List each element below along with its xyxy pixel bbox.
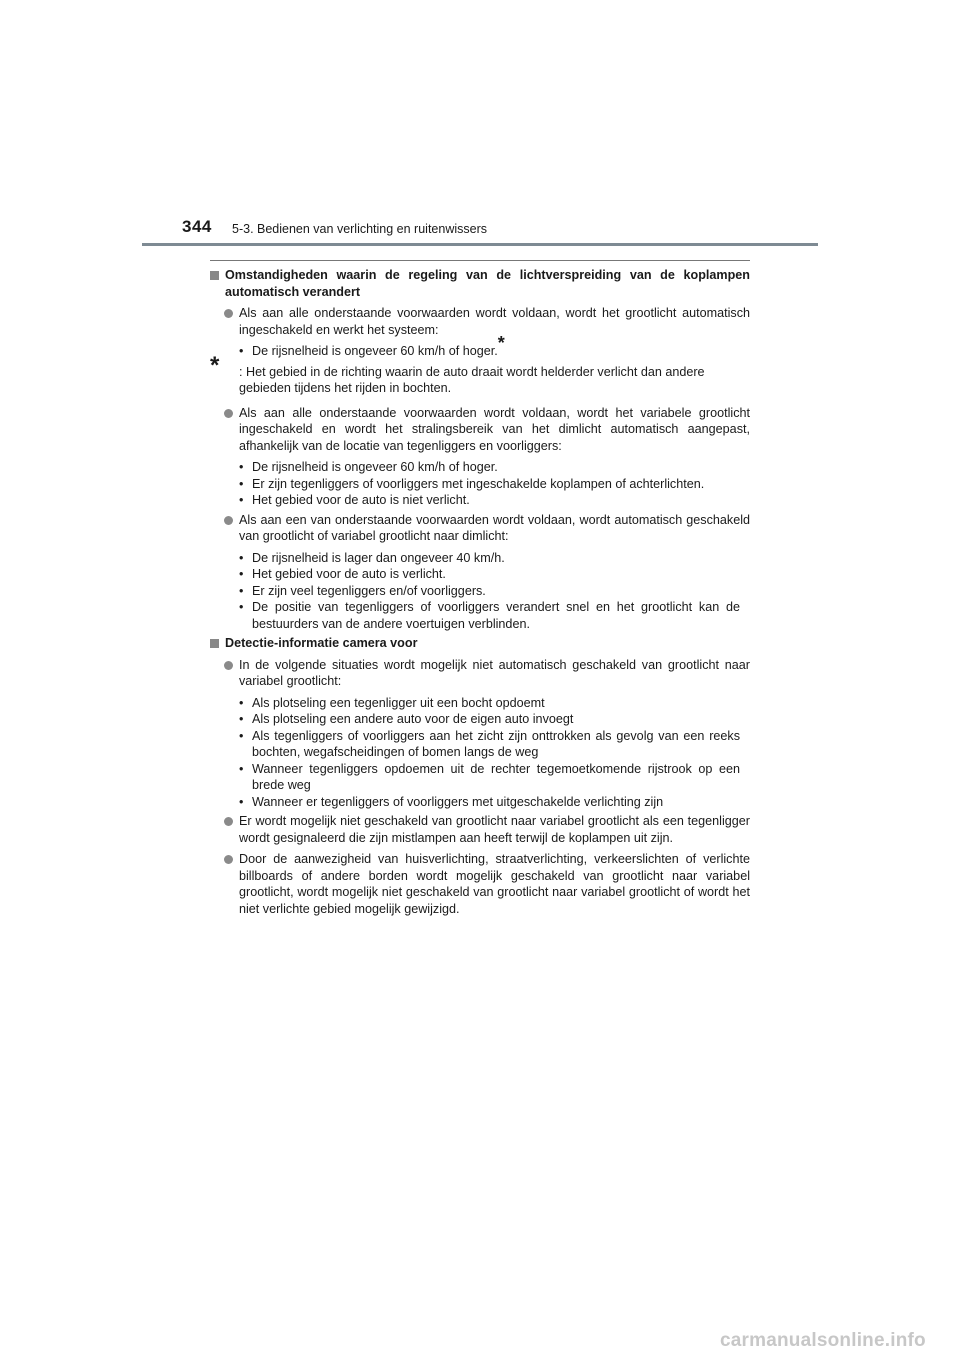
section-rule	[210, 260, 750, 261]
footnote-star: *	[210, 351, 220, 379]
bullet-list	[210, 695, 750, 811]
list-item	[210, 512, 750, 545]
bullet-item: • De rijsnelheid is ongeveer 60 km/h of hoger.	[210, 459, 750, 476]
bullet-text: De rijsnelheid is ongeveer 60 km/h of hoger.	[252, 344, 498, 358]
footnote-marker: *	[497, 333, 505, 353]
list-item	[210, 405, 750, 455]
footnote-text: : Het gebied in de richting waarin de auto draait wordt helderder verlicht dan andere gebieden tijdens het rijden in bochten.	[239, 364, 705, 395]
bullet-item: • Er zijn veel tegenliggers en/of voorliggers.	[210, 583, 750, 600]
item-text: Er wordt mogelijk niet geschakeld van grootlicht naar variabel grootlicht als een tegenligger wordt gesignaleerd die zijn mistlampen aan heeft terwijl de koplampen uit zijn.	[239, 814, 750, 845]
page-number: 344	[182, 217, 212, 236]
bullet-item: • Het gebied voor de auto is verlicht.	[210, 566, 750, 583]
bullet-item: • De rijsnelheid is lager dan ongeveer 40 km/h.	[210, 550, 750, 567]
bullet-list	[210, 550, 750, 633]
section-heading: Detectie-informatie camera voor	[210, 635, 750, 652]
header-rule	[142, 243, 818, 246]
bullet-item: • De positie van tegenliggers of voorliggers verandert snel en het grootlicht kan de bestuurders van de andere voertuigen verblinden.	[210, 599, 750, 632]
watermark: carmanualsonline.info	[720, 1330, 926, 1351]
item-text: Als aan alle onderstaande voorwaarden wordt voldaan, wordt het grootlicht automatisch ingeschakeld en werkt het systeem:	[239, 306, 750, 337]
bullet-item: • Het gebied voor de auto is niet verlicht.	[210, 492, 750, 509]
section-heading: Omstandigheden waarin de regeling van de lichtverspreiding van de koplampen automatisch verandert	[210, 267, 750, 300]
list-item	[210, 657, 750, 690]
bullet-item: • Als tegenliggers of voorliggers aan het zicht zijn onttrokken als gevolg van een reeks bochten, wegafscheidingen of bomen langs de weg	[210, 728, 750, 761]
bullet-item	[210, 333, 750, 360]
bullet-item: • Wanneer er tegenliggers of voorliggers met uitgeschakelde verlichting zijn	[210, 794, 750, 811]
bullet-list	[210, 459, 750, 509]
bullet-item: • Als plotseling een andere auto voor de eigen auto invoegt	[210, 711, 750, 728]
bullet-item: • Er zijn tegenliggers of voorliggers met ingeschakelde koplampen of achterlichten.	[210, 476, 750, 493]
list-item	[210, 851, 750, 917]
list-item	[210, 813, 750, 846]
item-text: Door de aanwezigheid van huisverlichting, straatverlichting, verkeerslichten of verlichte billboards of andere borden wordt mogelijk geschakeld van grootlicht naar variabel grootlicht, wordt mogelijk niet geschakeld van grootlicht naar variabel grootlicht of wordt het niet verlichte gebied mogelijk gewijzigd.	[239, 852, 750, 916]
chapter-title: 5-3. Bedienen van verlichting en ruitenwissers	[232, 222, 487, 236]
item-text: Als aan een van onderstaande voorwaarden wordt voldaan, wordt automatisch geschakeld van grootlicht of variabel grootlicht naar dimlicht:	[239, 512, 750, 543]
bullet-item: • Als plotseling een tegenligger uit een bocht opdoemt	[210, 695, 750, 712]
bullet-item: • Wanneer tegenliggers opdoemen uit de rechter tegemoetkomende rijstrook op een brede weg	[210, 761, 750, 794]
item-text: Als aan alle onderstaande voorwaarden wordt voldaan, wordt het variabele grootlicht ingeschakeld en wordt het stralingsbereik van het dimlicht automatisch aangepast, afhankelijk van de locatie van tegenliggers en voorliggers:	[239, 405, 750, 453]
content-area	[210, 265, 750, 917]
list-item	[210, 305, 750, 338]
bullet-list	[210, 333, 750, 360]
item-text: In de volgende situaties wordt mogelijk niet automatisch geschakeld van grootlicht naar variabel grootlicht:	[239, 657, 750, 688]
